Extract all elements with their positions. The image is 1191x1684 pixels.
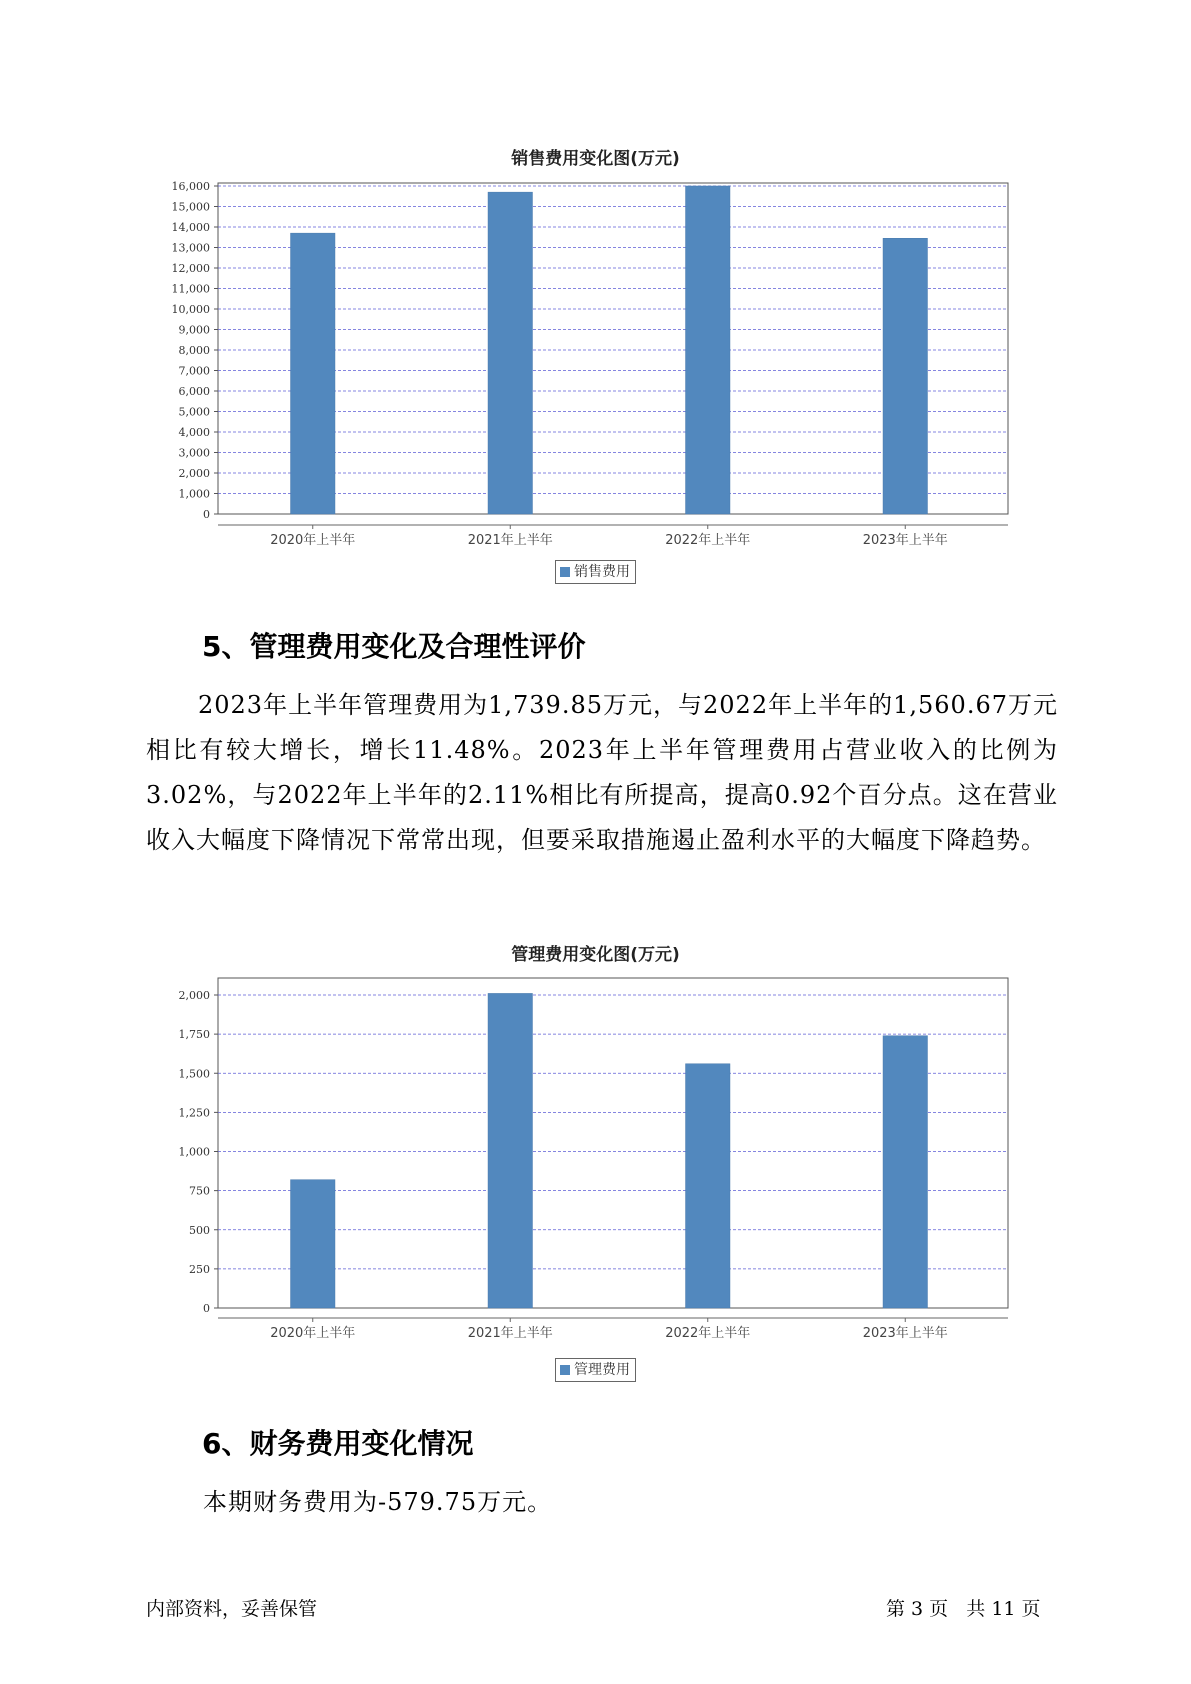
section-heading: 6、财务费用变化情况	[202, 1427, 474, 1460]
x-tick-label: 2021年上半年	[467, 533, 553, 548]
y-tick-label: 12,000	[171, 262, 210, 275]
y-tick-label: 5,000	[178, 405, 210, 419]
y-tick-label: 250	[189, 1262, 210, 1276]
y-tick-label: 14,000	[171, 221, 210, 234]
y-tick-label: 3,000	[178, 446, 210, 460]
y-tick-label: 7,000	[178, 364, 210, 378]
y-tick-label: 11,000	[171, 282, 210, 296]
y-tick-label: 2,000	[178, 467, 210, 480]
section-heading: 5、管理费用变化及合理性评价	[202, 630, 586, 663]
y-tick-label: 13,000	[171, 241, 210, 255]
bar	[686, 1064, 730, 1308]
bar	[883, 1036, 927, 1308]
y-tick-label: 4,000	[178, 426, 210, 439]
y-tick-label: 750	[189, 1184, 210, 1198]
footer-confidential: 内部资料，妥善保管	[146, 1598, 318, 1620]
footer-page-number: 第 3 页 共 11 页	[886, 1598, 1041, 1620]
x-tick-label: 2021年上半年	[467, 1326, 553, 1341]
legend-label: 管理费用	[574, 1362, 630, 1378]
y-tick-label: 500	[189, 1223, 210, 1237]
x-tick-label: 2023年上半年	[862, 1326, 948, 1341]
y-tick-label: 10,000	[171, 303, 210, 316]
chart-title: 销售费用变化图(万元)	[511, 149, 680, 169]
section-paragraph: 本期财务费用为-579.75万元。	[203, 1488, 553, 1516]
y-tick-label: 1,500	[178, 1067, 210, 1081]
legend-swatch	[560, 1365, 570, 1375]
chart-title: 管理费用变化图(万元)	[511, 945, 680, 965]
x-tick-label: 2020年上半年	[270, 1326, 356, 1341]
x-tick-label: 2020年上半年	[270, 533, 356, 548]
y-tick-label: 0	[203, 508, 210, 521]
bar	[291, 1180, 335, 1308]
y-tick-label: 16,000	[171, 180, 210, 193]
section-paragraph: 2023年上半年管理费用为1,739.85万元，与2022年上半年的1,560.67万元相比有较大增长，增长11.48%。2023年上半年管理费用占营业收入的比例为3.02%，与2022年上半年的2.11%相比有所提高，提高0.92个百分点。这在营业收入大幅度下降情况下常常出现，但要采取措施遏止盈利水平的大幅度下降趋势。	[146, 691, 1058, 854]
y-tick-label: 9,000	[178, 323, 210, 337]
chart-legend	[555, 1358, 636, 1382]
y-tick-label: 15,000	[171, 200, 210, 214]
y-tick-label: 0	[203, 1302, 210, 1315]
y-tick-label: 8,000	[178, 344, 210, 357]
x-tick-label: 2022年上半年	[665, 533, 751, 548]
x-tick-label: 2022年上半年	[665, 1326, 751, 1341]
x-tick-label: 2023年上半年	[862, 533, 948, 548]
y-tick-label: 2,000	[178, 989, 210, 1002]
legend-label: 销售费用	[574, 564, 630, 580]
y-tick-label: 1,250	[178, 1106, 210, 1120]
y-tick-label: 1,000	[178, 487, 210, 501]
y-tick-label: 6,000	[178, 385, 210, 398]
y-tick-label: 1,000	[178, 1145, 210, 1159]
y-tick-label: 1,750	[178, 1028, 210, 1042]
bar	[488, 993, 532, 1308]
